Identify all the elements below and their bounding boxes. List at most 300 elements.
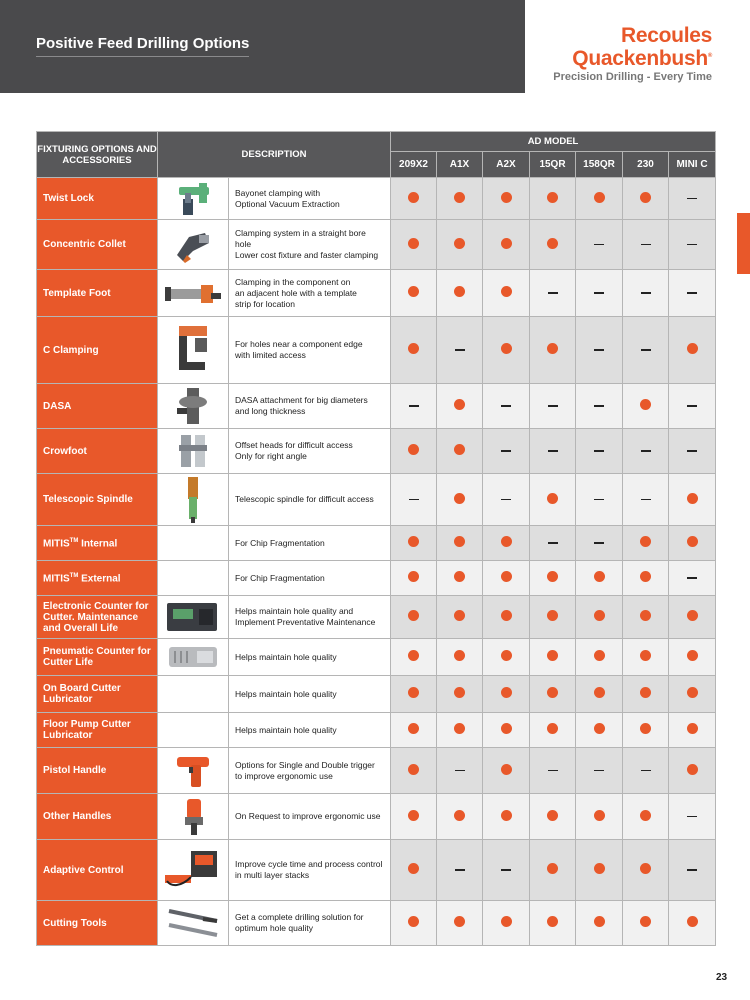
availability-cell — [669, 429, 716, 474]
available-dot-icon — [501, 571, 512, 582]
availability-cell — [623, 270, 669, 317]
available-dot-icon — [408, 192, 419, 203]
table-row — [37, 676, 716, 713]
availability-cell — [483, 713, 530, 748]
brand-line-2-text: Quackenbush — [572, 47, 708, 70]
option-name-text: Telescopic Spindle — [43, 494, 133, 505]
availability-cell — [437, 840, 483, 901]
brand-line-1: Recoules — [621, 24, 712, 47]
available-dot-icon — [687, 650, 698, 661]
description-line: optimum hole quality — [235, 923, 313, 933]
option-name-text: Other Handles — [43, 811, 112, 822]
option-name — [37, 474, 158, 526]
option-name-suffix: Internal — [78, 538, 118, 550]
available-dot-icon — [454, 571, 465, 582]
option-name-text: Template Foot — [43, 287, 111, 299]
available-dot-icon — [594, 650, 605, 661]
option-name — [37, 794, 158, 840]
available-dot-icon — [408, 238, 419, 249]
availability-cell — [483, 840, 530, 901]
pistol-handle-image — [158, 748, 229, 794]
available-dot-icon — [501, 286, 512, 297]
available-dot-icon — [547, 650, 558, 661]
description-line: Get a complete drilling solution for — [235, 912, 364, 922]
available-dot-icon — [454, 493, 465, 504]
availability-cell — [530, 474, 576, 526]
table-row — [37, 901, 716, 946]
availability-cell — [483, 561, 530, 596]
availability-cell — [623, 474, 669, 526]
option-name-text: Pistol Handle — [43, 765, 107, 776]
option-name-text: Electronic Counter for Cutter. Maintenance and Overall Life — [43, 600, 149, 634]
option-description — [229, 748, 391, 794]
option-name-text: MITIS — [43, 573, 70, 585]
not-available-dash-icon — [687, 816, 697, 818]
available-dot-icon — [547, 723, 558, 734]
available-dot-icon — [687, 687, 698, 698]
availability-cell — [530, 384, 576, 429]
availability-cell — [391, 178, 437, 220]
available-dot-icon — [408, 343, 419, 354]
table-row — [37, 526, 716, 561]
not-available-dash-icon — [594, 405, 604, 407]
availability-cell — [623, 220, 669, 270]
available-dot-icon — [501, 238, 512, 249]
description-line: an adjacent hole with a template — [235, 287, 357, 298]
availability-cell — [669, 384, 716, 429]
availability-cell — [483, 794, 530, 840]
table-row — [37, 561, 716, 596]
option-name — [37, 526, 158, 561]
availability-cell — [437, 526, 483, 561]
availability-cell — [483, 526, 530, 561]
availability-cell — [669, 561, 716, 596]
available-dot-icon — [501, 650, 512, 661]
available-dot-icon — [547, 343, 558, 354]
availability-cell — [576, 429, 623, 474]
not-available-dash-icon — [641, 499, 651, 501]
available-dot-icon — [640, 571, 651, 582]
available-dot-icon — [501, 723, 512, 734]
availability-cell — [669, 840, 716, 901]
not-available-dash-icon — [501, 869, 511, 871]
option-description — [229, 596, 391, 639]
option-description — [229, 561, 391, 596]
availability-cell — [530, 526, 576, 561]
availability-cell — [483, 596, 530, 639]
trademark-mark: TM — [69, 538, 79, 545]
availability-cell — [623, 748, 669, 794]
available-dot-icon — [501, 687, 512, 698]
availability-cell — [391, 317, 437, 384]
available-dot-icon — [501, 536, 512, 547]
option-description — [229, 840, 391, 901]
table-row — [37, 596, 716, 639]
available-dot-icon — [408, 536, 419, 547]
option-name — [37, 317, 158, 384]
table-row — [37, 748, 716, 794]
telescopic-spindle-image — [158, 474, 229, 526]
availability-cell — [669, 220, 716, 270]
available-dot-icon — [454, 687, 465, 698]
availability-cell — [437, 474, 483, 526]
availability-cell — [391, 429, 437, 474]
available-dot-icon — [547, 238, 558, 249]
options-table-body — [37, 178, 716, 946]
availability-cell — [483, 639, 530, 676]
option-name-text: Crowfoot — [43, 445, 87, 457]
option-description — [229, 901, 391, 946]
availability-cell — [623, 526, 669, 561]
not-available-dash-icon — [594, 349, 604, 351]
available-dot-icon — [547, 571, 558, 582]
available-dot-icon — [501, 916, 512, 927]
availability-cell — [623, 639, 669, 676]
pneumatic-counter-image — [158, 639, 229, 676]
not-available-dash-icon — [409, 405, 419, 407]
availability-cell — [391, 384, 437, 429]
not-available-dash-icon — [501, 405, 511, 407]
option-name — [37, 639, 158, 676]
table-row — [37, 429, 716, 474]
brand-line-2 — [540, 46, 712, 69]
page-number: 23 — [716, 972, 728, 983]
available-dot-icon — [408, 610, 419, 621]
availability-cell — [391, 639, 437, 676]
availability-cell — [391, 270, 437, 317]
not-available-dash-icon — [594, 292, 604, 294]
not-available-dash-icon — [501, 450, 511, 452]
cutting-tools-image — [158, 901, 229, 946]
availability-cell — [530, 317, 576, 384]
availability-cell — [483, 474, 530, 526]
not-available-dash-icon — [641, 244, 651, 246]
available-dot-icon — [640, 687, 651, 698]
available-dot-icon — [687, 916, 698, 927]
description-line: Telescopic spindle for difficult access — [235, 494, 374, 504]
option-name — [37, 840, 158, 901]
available-dot-icon — [687, 764, 698, 775]
availability-cell — [530, 639, 576, 676]
available-dot-icon — [454, 286, 465, 297]
description-line: Clamping in the component on — [235, 276, 351, 287]
description-line: For Chip Fragmentation — [235, 572, 325, 583]
description-line: Implement Preventative Maintenance — [235, 617, 376, 627]
availability-cell — [437, 561, 483, 596]
not-available-dash-icon — [455, 770, 465, 772]
availability-cell — [530, 270, 576, 317]
description-line: Only for right angle — [235, 451, 307, 461]
availability-cell — [530, 429, 576, 474]
available-dot-icon — [640, 610, 651, 621]
option-name — [37, 429, 158, 474]
availability-cell — [669, 178, 716, 220]
description-line: strip for location — [235, 298, 295, 309]
availability-cell — [623, 596, 669, 639]
availability-cell — [530, 840, 576, 901]
availability-cell — [530, 794, 576, 840]
not-available-dash-icon — [548, 770, 558, 772]
availability-cell — [437, 713, 483, 748]
availability-cell — [391, 596, 437, 639]
not-available-dash-icon — [594, 450, 604, 452]
model-header: A1X — [437, 152, 483, 178]
availability-cell — [437, 901, 483, 946]
available-dot-icon — [454, 810, 465, 821]
availability-cell — [576, 561, 623, 596]
header-ad-model: AD MODEL — [391, 132, 716, 152]
availability-cell — [669, 676, 716, 713]
available-dot-icon — [687, 723, 698, 734]
availability-cell — [483, 901, 530, 946]
availability-cell — [576, 317, 623, 384]
title-underline — [36, 56, 249, 57]
electronic-counter-image — [158, 596, 229, 639]
availability-cell — [530, 178, 576, 220]
available-dot-icon — [454, 916, 465, 927]
table-row — [37, 178, 716, 220]
availability-cell — [576, 178, 623, 220]
description-line: with limited access — [235, 350, 306, 360]
availability-cell — [669, 639, 716, 676]
available-dot-icon — [547, 916, 558, 927]
not-available-dash-icon — [641, 349, 651, 351]
availability-cell — [576, 526, 623, 561]
availability-cell — [530, 220, 576, 270]
availability-cell — [669, 901, 716, 946]
available-dot-icon — [687, 536, 698, 547]
availability-cell — [669, 474, 716, 526]
availability-cell — [391, 561, 437, 596]
description-line: Offset heads for difficult access — [235, 440, 353, 450]
table-row — [37, 474, 716, 526]
availability-cell — [391, 748, 437, 794]
available-dot-icon — [408, 916, 419, 927]
available-dot-icon — [640, 399, 651, 410]
option-description — [229, 429, 391, 474]
model-header: A2X — [483, 152, 530, 178]
available-dot-icon — [640, 650, 651, 661]
availability-cell — [623, 178, 669, 220]
table-row — [37, 384, 716, 429]
not-available-dash-icon — [455, 869, 465, 871]
availability-cell — [437, 639, 483, 676]
model-header: 230 — [623, 152, 669, 178]
available-dot-icon — [501, 810, 512, 821]
availability-cell — [391, 794, 437, 840]
table-row — [37, 713, 716, 748]
trademark-mark: TM — [69, 573, 79, 580]
option-name — [37, 676, 158, 713]
availability-cell — [391, 901, 437, 946]
option-description — [229, 317, 391, 384]
option-name — [37, 220, 158, 270]
option-description — [229, 639, 391, 676]
brand-logo — [540, 26, 712, 81]
available-dot-icon — [594, 571, 605, 582]
table-row — [37, 270, 716, 317]
description-line: DASA attachment for big diameters — [235, 395, 368, 405]
available-dot-icon — [408, 571, 419, 582]
available-dot-icon — [640, 723, 651, 734]
available-dot-icon — [594, 723, 605, 734]
availability-cell — [483, 317, 530, 384]
available-dot-icon — [501, 343, 512, 354]
not-available-dash-icon — [641, 292, 651, 294]
not-available-dash-icon — [548, 405, 558, 407]
availability-cell — [530, 596, 576, 639]
availability-cell — [483, 178, 530, 220]
c-clamp-image — [158, 317, 229, 384]
registered-mark: ® — [707, 53, 712, 59]
availability-cell — [437, 317, 483, 384]
option-description — [229, 526, 391, 561]
available-dot-icon — [547, 863, 558, 874]
not-available-dash-icon — [409, 499, 419, 501]
option-name-text: On Board Cutter Lubricator — [43, 683, 121, 705]
available-dot-icon — [594, 916, 605, 927]
table-row — [37, 639, 716, 676]
available-dot-icon — [501, 192, 512, 203]
header-bar — [0, 0, 525, 93]
availability-cell — [483, 429, 530, 474]
not-available-dash-icon — [687, 577, 697, 579]
option-name — [37, 713, 158, 748]
option-name-text: Pneumatic Counter for Cutter Life — [43, 646, 151, 668]
option-name-text: Twist Lock — [43, 193, 94, 204]
available-dot-icon — [640, 916, 651, 927]
not-available-dash-icon — [594, 244, 604, 246]
available-dot-icon — [640, 192, 651, 203]
header-description: DESCRIPTION — [158, 132, 391, 178]
option-description — [229, 270, 391, 317]
availability-cell — [437, 270, 483, 317]
description-line: to improve ergonomic use — [235, 770, 333, 781]
description-line: Helps maintain hole quality and — [235, 606, 354, 616]
available-dot-icon — [640, 536, 651, 547]
available-dot-icon — [408, 650, 419, 661]
twist-lock-image — [158, 178, 229, 220]
header-fixturing: FIXTURING OPTIONS AND ACCESSORIES — [37, 132, 158, 178]
availability-cell — [530, 676, 576, 713]
description-line: On Request to improve ergonomic use — [235, 811, 381, 821]
available-dot-icon — [594, 810, 605, 821]
availability-cell — [437, 596, 483, 639]
available-dot-icon — [454, 444, 465, 455]
option-name — [37, 901, 158, 946]
description-line: in multi layer stacks — [235, 870, 310, 880]
option-name-text: C Clamping — [43, 344, 99, 356]
availability-cell — [623, 901, 669, 946]
availability-cell — [483, 384, 530, 429]
description-line: Improve cycle time and process control — [235, 859, 383, 869]
description-line: Helps maintain hole quality — [235, 688, 337, 699]
availability-cell — [530, 901, 576, 946]
availability-cell — [530, 748, 576, 794]
availability-cell — [530, 561, 576, 596]
model-header: MINI C — [669, 152, 716, 178]
not-available-dash-icon — [594, 499, 604, 501]
availability-cell — [623, 561, 669, 596]
description-line: Options for Single and Double trigger — [235, 759, 375, 770]
availability-cell — [437, 384, 483, 429]
available-dot-icon — [547, 810, 558, 821]
option-name — [37, 178, 158, 220]
not-available-dash-icon — [594, 542, 604, 544]
available-dot-icon — [687, 493, 698, 504]
availability-cell — [391, 713, 437, 748]
availability-cell — [576, 639, 623, 676]
available-dot-icon — [594, 192, 605, 203]
description-line: Helps maintain hole quality — [235, 724, 337, 735]
not-available-dash-icon — [548, 450, 558, 452]
available-dot-icon — [501, 764, 512, 775]
available-dot-icon — [640, 810, 651, 821]
available-dot-icon — [501, 610, 512, 621]
table-row — [37, 317, 716, 384]
table-row — [37, 840, 716, 901]
availability-cell — [483, 220, 530, 270]
availability-cell — [391, 840, 437, 901]
empty-image-cell — [158, 526, 229, 561]
option-name-text: Floor Pump Cutter Lubricator — [43, 719, 131, 741]
description-line: Bayonet clamping with — [235, 187, 321, 198]
option-name-text: MITIS — [43, 538, 70, 550]
model-header: 158QR — [576, 152, 623, 178]
template-foot-image — [158, 270, 229, 317]
availability-cell — [576, 270, 623, 317]
availability-cell — [623, 676, 669, 713]
option-name — [37, 561, 158, 596]
option-name-text: DASA — [43, 400, 72, 412]
available-dot-icon — [594, 687, 605, 698]
description-line: Lower cost fixture and faster clamping — [235, 250, 379, 260]
concentric-collet-image — [158, 220, 229, 270]
available-dot-icon — [408, 687, 419, 698]
availability-cell — [623, 713, 669, 748]
available-dot-icon — [454, 192, 465, 203]
available-dot-icon — [408, 810, 419, 821]
availability-cell — [576, 840, 623, 901]
available-dot-icon — [408, 723, 419, 734]
availability-cell — [483, 748, 530, 794]
availability-cell — [437, 794, 483, 840]
availability-cell — [576, 676, 623, 713]
option-name-suffix: External — [78, 573, 121, 585]
not-available-dash-icon — [641, 770, 651, 772]
availability-cell — [437, 748, 483, 794]
option-name-text: Concentric Collet — [43, 239, 126, 250]
availability-cell — [483, 676, 530, 713]
availability-cell — [576, 901, 623, 946]
availability-cell — [576, 596, 623, 639]
dasa-image — [158, 384, 229, 429]
available-dot-icon — [454, 238, 465, 249]
description-line: Clamping system in a straight bore hole — [235, 228, 366, 249]
available-dot-icon — [547, 687, 558, 698]
availability-cell — [623, 429, 669, 474]
availability-cell — [576, 748, 623, 794]
available-dot-icon — [640, 863, 651, 874]
available-dot-icon — [594, 863, 605, 874]
not-available-dash-icon — [687, 450, 697, 452]
not-available-dash-icon — [641, 450, 651, 452]
availability-cell — [576, 474, 623, 526]
availability-cell — [483, 270, 530, 317]
not-available-dash-icon — [548, 542, 558, 544]
availability-cell — [576, 384, 623, 429]
availability-cell — [437, 429, 483, 474]
